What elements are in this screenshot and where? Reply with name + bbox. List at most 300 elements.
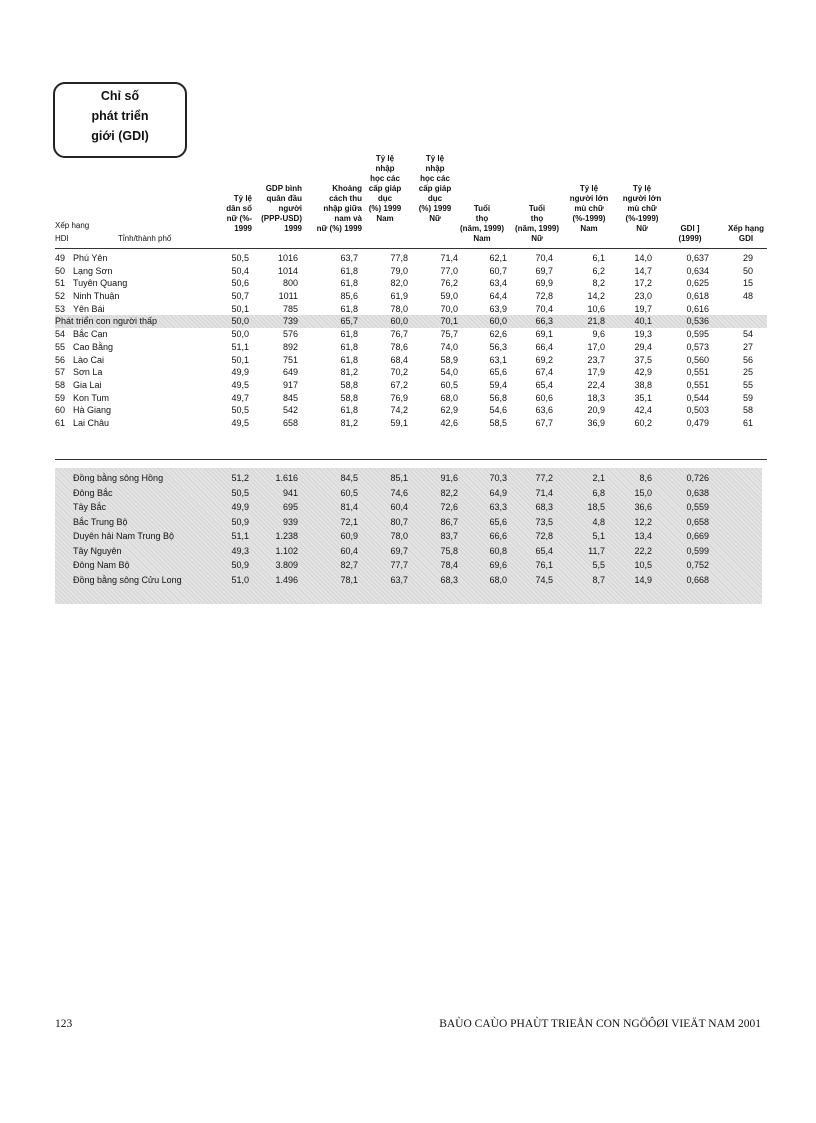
value-cell: 83,7: [440, 531, 458, 541]
value-cell: 68,0: [440, 392, 458, 403]
value-cell: 61,9: [390, 291, 408, 302]
table-row: [55, 417, 767, 430]
value-cell: 18,3: [587, 392, 605, 403]
value-cell: 61,8: [340, 354, 358, 365]
region-row: [55, 501, 762, 514]
value-cell: 78,1: [340, 574, 358, 585]
value-cell: 27: [743, 341, 754, 352]
value-cell: 845: [282, 392, 298, 403]
value-cell: 50,6: [231, 278, 249, 289]
value-cell: 60,9: [340, 531, 358, 541]
value-cell: 77,0: [440, 265, 458, 276]
value-cell: 658: [282, 417, 298, 428]
region-row: [55, 516, 762, 529]
value-cell: 72,8: [535, 291, 553, 302]
rank-cell: 53: [55, 303, 66, 314]
value-cell: 0,618: [686, 291, 709, 302]
value-cell: 74,5: [535, 574, 553, 585]
rank-cell: 61: [55, 417, 66, 428]
value-cell: 18,5: [587, 502, 605, 512]
value-cell: 0,638: [686, 487, 709, 498]
province-cell: Lạng Sơn: [73, 265, 113, 276]
value-cell: 67,2: [390, 379, 408, 390]
value-cell: 1014: [277, 265, 298, 276]
value-cell: 59: [743, 392, 754, 403]
table-row: [55, 404, 767, 417]
value-cell: 75,7: [440, 329, 458, 340]
value-cell: 69,2: [535, 354, 553, 365]
title-box: [53, 82, 187, 158]
value-cell: 58,9: [440, 354, 458, 365]
value-cell: 0,536: [686, 316, 709, 327]
value-cell: 61,8: [340, 278, 358, 289]
value-cell: 8,2: [592, 278, 605, 289]
table-row: [55, 303, 767, 316]
value-cell: 58,5: [489, 417, 507, 428]
value-cell: 56: [743, 354, 754, 365]
value-cell: 35,1: [634, 392, 652, 403]
header-hdi: HDI: [55, 234, 69, 243]
value-cell: 60,6: [535, 392, 553, 403]
value-cell: 23,7: [587, 354, 605, 365]
value-cell: 50: [743, 265, 754, 276]
value-cell: 74,0: [440, 341, 458, 352]
value-cell: 0,669: [686, 531, 709, 541]
value-cell: 69,6: [489, 560, 507, 570]
value-cell: 61,8: [340, 329, 358, 340]
value-cell: 59,4: [489, 379, 507, 390]
value-cell: 72,1: [340, 516, 358, 527]
value-cell: 49,9: [231, 367, 249, 378]
province-cell: Phú Yên: [73, 253, 108, 263]
value-cell: 50,9: [231, 516, 249, 527]
value-cell: 51,0: [231, 574, 249, 585]
value-cell: 892: [282, 341, 298, 352]
value-cell: 19,3: [634, 329, 652, 340]
value-cell: 59,1: [390, 417, 408, 428]
value-cell: 50,1: [231, 303, 249, 314]
value-cell: 70,3: [489, 473, 507, 483]
value-cell: 0,599: [686, 545, 709, 556]
value-cell: 77,7: [390, 560, 408, 570]
value-cell: 10,5: [634, 560, 652, 570]
value-cell: 81,2: [340, 417, 358, 428]
value-cell: 19,7: [634, 303, 652, 314]
value-cell: 70,2: [390, 367, 408, 378]
header-gdi-rank: Xếp hạng GDI: [727, 224, 764, 243]
value-cell: 1011: [278, 291, 298, 302]
value-cell: 70,4: [535, 303, 553, 314]
value-cell: 78,4: [440, 560, 458, 570]
table-row: [55, 252, 767, 265]
value-cell: 22,2: [634, 545, 652, 556]
value-cell: 82,0: [390, 278, 408, 289]
value-cell: 60,8: [489, 545, 507, 556]
value-cell: 29,4: [634, 341, 652, 352]
value-cell: 13,4: [634, 531, 652, 541]
value-cell: 15: [743, 278, 754, 289]
value-cell: 49,5: [231, 417, 249, 428]
value-cell: 61,8: [340, 341, 358, 352]
header-gdi: GDI ] (1999): [678, 224, 702, 243]
value-cell: 0,752: [686, 560, 709, 570]
value-cell: 69,9: [535, 278, 553, 289]
value-cell: 17,0: [587, 341, 605, 352]
table-row-summary: [55, 315, 767, 328]
header-female-pop: Tỷ lệ dân số nữ (%- 1999: [226, 194, 252, 233]
rank-cell: 56: [55, 354, 66, 365]
value-cell: 14,9: [634, 574, 652, 585]
region-name-cell: Đồng bằng sông Hồng: [73, 473, 164, 483]
region-name-cell: Đông Nam Bộ: [73, 560, 130, 570]
value-cell: 0,595: [686, 329, 709, 340]
report-title: BAÙO CAÙO PHAÙT TRIEÅN CON NGÖÔØI VIEÄT NAM 2001: [439, 1018, 761, 1030]
value-cell: 50,5: [231, 405, 249, 416]
value-cell: 66,6: [489, 531, 507, 541]
value-cell: 63,1: [489, 354, 507, 365]
region-row: [55, 559, 762, 572]
value-cell: 37,5: [634, 354, 652, 365]
value-cell: 82,2: [440, 487, 458, 498]
value-cell: 79,0: [390, 265, 408, 276]
value-cell: 54,0: [440, 367, 458, 378]
value-cell: 36,9: [587, 417, 605, 428]
value-cell: 61: [743, 417, 754, 428]
province-cell: Bắc Cạn: [73, 329, 108, 340]
value-cell: 40,1: [634, 316, 652, 327]
rank-cell: 52: [55, 291, 66, 302]
value-cell: 29: [743, 253, 754, 263]
value-cell: 66,3: [535, 316, 553, 327]
value-cell: 14,7: [634, 265, 652, 276]
value-cell: 0,634: [686, 265, 709, 276]
value-cell: 61,8: [340, 303, 358, 314]
title-line-2: phát triển: [91, 109, 149, 123]
value-cell: 0,551: [686, 379, 709, 390]
table-row: [55, 354, 767, 367]
header-life-male: Tuổi thọ (năm, 1999) Nam: [459, 204, 505, 243]
value-cell: 71,4: [535, 487, 553, 498]
value-cell: 23,0: [634, 291, 652, 302]
value-cell: 67,7: [535, 417, 553, 428]
value-cell: 14,0: [634, 253, 652, 263]
value-cell: 51,1: [231, 531, 249, 541]
value-cell: 917: [282, 379, 298, 390]
table-row: [55, 328, 767, 341]
value-cell: 55: [743, 379, 754, 390]
header-enrol-female: Tỷ lệ nhập học các cấp giáp dục (%) 1999 Nữ: [418, 154, 452, 223]
value-cell: 0,559: [686, 502, 709, 512]
value-cell: 50,7: [231, 291, 249, 302]
value-cell: 576: [282, 329, 298, 340]
value-cell: 66,4: [535, 341, 553, 352]
value-cell: 939: [282, 516, 298, 527]
value-cell: 68,0: [489, 574, 507, 585]
value-cell: 49,5: [231, 379, 249, 390]
value-cell: 69,7: [390, 545, 408, 556]
page-number: 123: [55, 1018, 73, 1030]
rank-cell: 55: [55, 341, 66, 352]
value-cell: 60,5: [440, 379, 458, 390]
region-row: [55, 545, 762, 558]
value-cell: 0,637: [686, 253, 709, 263]
value-cell: 74,2: [390, 405, 408, 416]
value-cell: 9,6: [592, 329, 605, 340]
value-cell: 78,6: [390, 341, 408, 352]
value-cell: 77,2: [535, 473, 553, 483]
region-row: [55, 472, 762, 485]
value-cell: 10,6: [587, 303, 605, 314]
region-name-cell: Đông Bắc: [73, 487, 113, 498]
value-cell: 73,5: [535, 516, 553, 527]
value-cell: 0,560: [686, 354, 709, 365]
value-cell: 11,7: [588, 545, 605, 556]
province-cell: Lào Cai: [73, 354, 105, 365]
value-cell: 60,4: [390, 502, 408, 512]
rank-cell: 59: [55, 392, 66, 403]
province-cell: Gia Lai: [73, 379, 102, 390]
table-row: [55, 265, 767, 278]
value-cell: 695: [282, 502, 298, 512]
region-row: [55, 487, 762, 500]
value-cell: 63,7: [390, 574, 408, 585]
value-cell: 58: [743, 405, 754, 416]
value-cell: 60,2: [634, 417, 652, 428]
value-cell: 4,8: [592, 516, 605, 527]
value-cell: 800: [282, 278, 298, 289]
value-cell: 0,573: [686, 341, 709, 352]
province-cell: Kon Tum: [73, 392, 110, 403]
value-cell: 5,1: [592, 531, 605, 541]
province-cell: Ninh Thuận: [73, 291, 120, 302]
value-cell: 739: [282, 316, 298, 327]
value-cell: 12,2: [634, 516, 652, 527]
region-table: [55, 468, 762, 604]
value-cell: 0,726: [686, 473, 709, 483]
value-cell: 50,4: [231, 265, 249, 276]
value-cell: 941: [282, 487, 298, 498]
value-cell: 54,6: [489, 405, 507, 416]
value-cell: 6,8: [592, 487, 605, 498]
value-cell: 85,6: [340, 291, 358, 302]
value-cell: 8,7: [592, 574, 605, 585]
value-cell: 63,9: [489, 303, 507, 314]
value-cell: 70,1: [440, 316, 458, 327]
value-cell: 36,6: [634, 502, 652, 512]
province-cell: Hà Giang: [73, 405, 112, 416]
value-cell: 62,6: [489, 329, 507, 340]
value-cell: 72,6: [440, 502, 458, 512]
header-rule: [55, 248, 767, 249]
region-name-cell: Đồng bằng sông Cửu Long: [73, 574, 182, 585]
value-cell: 50,0: [231, 329, 249, 340]
value-cell: 64,4: [489, 291, 507, 302]
value-cell: 61,8: [340, 265, 358, 276]
value-cell: 17,2: [634, 278, 652, 289]
value-cell: 6,1: [592, 253, 605, 263]
header-province: Tỉnh/thành phố: [118, 234, 172, 243]
region-row: [55, 530, 762, 543]
value-cell: 0,551: [686, 367, 709, 378]
value-cell: 0,625: [686, 278, 709, 289]
value-cell: 785: [282, 303, 298, 314]
value-cell: 60,5: [340, 487, 358, 498]
value-cell: 68,3: [440, 574, 458, 585]
value-cell: 60,0: [489, 316, 507, 327]
header-rank: Xếp hạng: [55, 221, 90, 230]
title-line-3: giới (GDI): [91, 129, 149, 143]
value-cell: 1016: [277, 253, 298, 263]
value-cell: 76,7: [390, 329, 408, 340]
value-cell: 649: [282, 367, 298, 378]
value-cell: 81,4: [340, 502, 358, 512]
value-cell: 60,7: [489, 265, 507, 276]
value-cell: 50,9: [231, 560, 249, 570]
rank-cell: 57: [55, 367, 66, 378]
table-row: [55, 277, 767, 290]
value-cell: 74,6: [390, 487, 408, 498]
value-cell: 77,8: [390, 253, 408, 263]
value-cell: 69,7: [535, 265, 553, 276]
header-lit-male: Tỷ lệ người lớn mù chữ (%-1999) Nam: [569, 184, 609, 233]
value-cell: 70,4: [535, 253, 553, 263]
value-cell: 0,658: [686, 516, 709, 527]
value-cell: 50,1: [231, 354, 249, 365]
value-cell: 1.102: [275, 545, 298, 556]
value-cell: 75,8: [440, 545, 458, 556]
value-cell: 69,1: [535, 329, 553, 340]
value-cell: 25: [743, 367, 754, 378]
value-cell: 67,4: [535, 367, 553, 378]
hdi-table: [55, 252, 767, 430]
value-cell: 82,7: [340, 560, 358, 570]
value-cell: 78,0: [390, 531, 408, 541]
value-cell: 65,6: [489, 516, 507, 527]
table-row: [55, 392, 767, 405]
table-row: [55, 379, 767, 392]
value-cell: 63,6: [535, 405, 553, 416]
header-life-female: Tuổi thọ (năm, 1999) Nữ: [514, 204, 560, 243]
value-cell: 54: [743, 329, 754, 340]
value-cell: 42,9: [634, 367, 652, 378]
value-cell: 751: [282, 354, 298, 365]
province-cell: Cao Bằng: [73, 341, 114, 352]
value-cell: 65,7: [340, 316, 358, 327]
value-cell: 60,4: [340, 545, 358, 556]
value-cell: 60,0: [390, 316, 408, 327]
value-cell: 61,8: [340, 405, 358, 416]
value-cell: 68,3: [535, 502, 553, 512]
value-cell: 58,8: [340, 379, 358, 390]
value-cell: 51,2: [231, 473, 249, 483]
value-cell: 65,6: [489, 367, 507, 378]
value-cell: 0,503: [686, 405, 709, 416]
value-cell: 65,4: [535, 545, 553, 556]
value-cell: 81,2: [340, 367, 358, 378]
province-cell: Sơn La: [73, 367, 103, 378]
value-cell: 56,8: [489, 392, 507, 403]
value-cell: 63,3: [489, 502, 507, 512]
province-cell: Yên Bái: [73, 303, 105, 314]
value-cell: 64,9: [489, 487, 507, 498]
value-cell: 21,8: [587, 316, 605, 327]
value-cell: 76,2: [440, 278, 458, 289]
value-cell: 50,5: [231, 487, 249, 498]
value-cell: 86,7: [440, 516, 458, 527]
rank-cell: 49: [55, 253, 66, 263]
value-cell: 15,0: [634, 487, 652, 498]
value-cell: 8,6: [639, 473, 652, 483]
value-cell: 22,4: [587, 379, 605, 390]
value-cell: 0,544: [686, 392, 709, 403]
value-cell: 78,0: [390, 303, 408, 314]
value-cell: 56,3: [489, 341, 507, 352]
rank-cell: 54: [55, 329, 66, 340]
header-lit-female: Tỷ lệ người lớn mù chữ (%-1999) Nữ: [622, 184, 662, 233]
value-cell: 76,1: [535, 560, 553, 570]
region-name-cell: Tây Bắc: [73, 502, 107, 512]
value-cell: 51,1: [231, 341, 249, 352]
value-cell: 49,7: [231, 392, 249, 403]
value-cell: 17,9: [587, 367, 605, 378]
value-cell: 5,5: [592, 560, 605, 570]
value-cell: 72,8: [535, 531, 553, 541]
value-cell: 80,7: [390, 516, 408, 527]
province-cell: Lai Châu: [73, 417, 110, 428]
rank-cell: 58: [55, 379, 66, 390]
value-cell: 62,9: [440, 405, 458, 416]
value-cell: 0,616: [686, 303, 709, 314]
value-cell: 1.496: [275, 574, 298, 585]
table-row: [55, 290, 767, 303]
value-cell: 0,668: [686, 574, 709, 585]
table-bottom-rule: [55, 459, 767, 460]
table-row: [55, 366, 767, 379]
value-cell: 20,9: [587, 405, 605, 416]
value-cell: 71,4: [440, 253, 458, 263]
value-cell: 49,3: [231, 545, 249, 556]
rank-cell: 51: [55, 278, 66, 289]
value-cell: 0,479: [686, 417, 709, 428]
header-enrol-male: Tỷ lệ nhập học các cấp giáp dục (%) 1999 Nam: [368, 154, 402, 223]
value-cell: 63,7: [340, 253, 358, 263]
header-income-gap: Khoảng cách thu nhập giữa nam và nữ (%) 1999: [316, 184, 362, 233]
region-name-cell: Tây Nguyên: [73, 545, 122, 556]
value-cell: 63,4: [489, 278, 507, 289]
value-cell: 50,5: [231, 253, 249, 263]
value-cell: 70,0: [440, 303, 458, 314]
value-cell: 49,9: [231, 502, 249, 512]
value-cell: 42,4: [634, 405, 652, 416]
value-cell: 68,4: [390, 354, 408, 365]
value-cell: 2,1: [592, 473, 605, 483]
value-cell: 91,6: [440, 473, 458, 483]
header-gdp: GDP bình quân đầu người (PPP-USD) 1999: [261, 184, 302, 233]
value-cell: 59,0: [440, 291, 458, 302]
value-cell: 38,8: [634, 379, 652, 390]
region-name-cell: Duyên hải Nam Trung Bộ: [73, 531, 175, 541]
value-cell: 58,8: [340, 392, 358, 403]
value-cell: 6,2: [592, 265, 605, 276]
value-cell: 3.809: [275, 560, 298, 570]
rank-cell: 60: [55, 405, 66, 416]
value-cell: 76,9: [390, 392, 408, 403]
value-cell: 50,0: [231, 316, 249, 327]
value-cell: 84,5: [340, 473, 358, 483]
region-row: [55, 574, 762, 587]
value-cell: 85,1: [390, 473, 408, 483]
province-cell: Phát triển con người thấp: [55, 316, 157, 327]
